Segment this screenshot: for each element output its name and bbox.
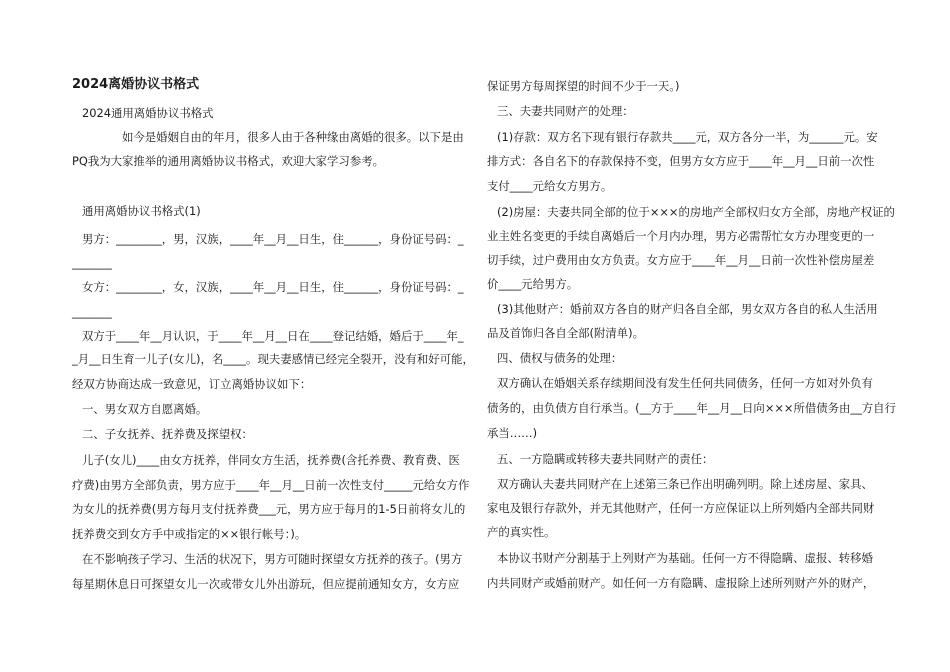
paragraph-line: 在不影响孩子学习、生活的状况下，男方可随时探望女方抚养的孩子。(男方 xyxy=(82,552,463,566)
paragraph-line: 每星期休息日可探望女儿一次或带女儿外出游玩，但应提前通知女方，女方应 xyxy=(72,577,460,591)
paragraph-line: (1)存款：双方名下现有银行存款共____元，双方各分一半，为______元。安 xyxy=(497,130,878,144)
paragraph-line: 如今是婚姻自由的年月，很多人由于各种缘由离婚的很多。以下是由 xyxy=(122,130,464,144)
paragraph-line: 本协议书财产分割基于上列财产为基础。任何一方不得隐瞒、虚报、转移婚 xyxy=(497,551,873,565)
paragraph-line: 儿子(女儿)____由女方抚养，伴同女方生活，抚养费(含托养费、教育费、医 xyxy=(82,453,460,467)
section-heading: 一、男女双方自愿离婚。 xyxy=(82,402,208,416)
section-heading: 五、一方隐瞒或转移夫妻共同财产的责任： xyxy=(497,452,714,466)
paragraph-line: 承当……) xyxy=(487,426,538,440)
paragraph-line: 产的真实性。 xyxy=(487,525,556,539)
paragraph-line: 债务的，由负债方自行承当。(__方于____年__月__日向×××所借债务由__方自行 xyxy=(487,401,896,415)
paragraph-line: 抚养费交到女方手中或指定的××银行帐号：)。 xyxy=(72,527,307,541)
paragraph-line: _月__日生育一儿子(女儿)，名____。现夫妻感情已经完全裂开，没有和好可能， xyxy=(72,352,474,366)
paragraph-line: 双方于____年__月认识，于____年__月__日在____登记结婚，婚后于____年_ xyxy=(82,329,464,343)
paragraph-line: 男方：________，男，汉族，____年__月__日生，住______，身份证号码：_ xyxy=(82,232,464,246)
paragraph-line: 保证男方每周探望的时间不少于一天。) xyxy=(487,79,680,93)
paragraph-line: 排方式：各自名下的存款保持不变，但男方女方应于____年__月__日前一次性 xyxy=(487,154,875,168)
paragraph-line: 女方：________，女，汉族，____年__月__日生，住______，身份证号码：_ xyxy=(82,280,464,294)
paragraph-line: 品及首饰归各自全部(附清单)。 xyxy=(487,326,644,340)
document-title: 2024离婚协议书格式 xyxy=(72,77,200,92)
paragraph-line: PQ我为大家推举的通用离婚协议书格式，欢迎大家学习参考。 xyxy=(72,154,384,168)
paragraph-line: 业主姓名变更的手续自离婚后一个月内办理，男方必需帮忙女方办理变更的一 xyxy=(487,229,875,243)
paragraph-line: (3)其他财产：婚前双方各自的财产归各自全部，男女双方各自的私人生活用 xyxy=(497,302,878,316)
paragraph-line: 价____元给男方。 xyxy=(487,277,579,291)
section-heading: 三、夫妻共同财产的处理： xyxy=(497,104,634,118)
paragraph-line: 为女儿的抚养费(男方每月支付抚养费___元，男方应于每月的1-5日前将女儿的 xyxy=(72,502,466,516)
section-heading: 通用离婚协议书格式(1) xyxy=(82,204,201,218)
paragraph-line: 切手续，过户费用由女方负责。女方应于____年__月__日前一次性补偿房屋差 xyxy=(487,253,875,267)
paragraph-line: 内共同财产或婚前财产。如任何一方有隐瞒、虚报除上述所列财产外的财产， xyxy=(487,576,875,590)
paragraph-line: 疗费)由男方全部负责，男方应于____年__月__日前一次性支付_____元给女方作 xyxy=(72,478,470,492)
paragraph-line: 双方确认在婚姻关系存续期间没有发生任何共同债务，任何一方如对外负有 xyxy=(497,376,873,390)
paragraph-line: 家电及银行存款外，并无其他财产，任何一方应保证以上所列婚内全部共同财 xyxy=(487,501,875,515)
paragraph-line: 经双方协商达成一致意见，订立离婚协议如下： xyxy=(72,377,312,391)
paragraph-line: _______ xyxy=(72,256,112,270)
section-heading: 四、债权与债务的处理： xyxy=(497,351,623,365)
paragraph-line: (2)房屋：夫妻共同全部的位于×××的房地产全部权归女方全部，房地产权证的 xyxy=(497,205,895,219)
paragraph-line: 支付____元给女方男方。 xyxy=(487,179,613,193)
paragraph-line: 双方确认夫妻共同财产在上述第三条已作出明确列明。除上述房屋、家具、 xyxy=(497,477,873,491)
section-heading: 二、子女抚养、抚养费及探望权： xyxy=(82,427,253,441)
subtitle: 2024通用离婚协议书格式 xyxy=(82,106,214,120)
paragraph-line: _______ xyxy=(72,305,112,319)
